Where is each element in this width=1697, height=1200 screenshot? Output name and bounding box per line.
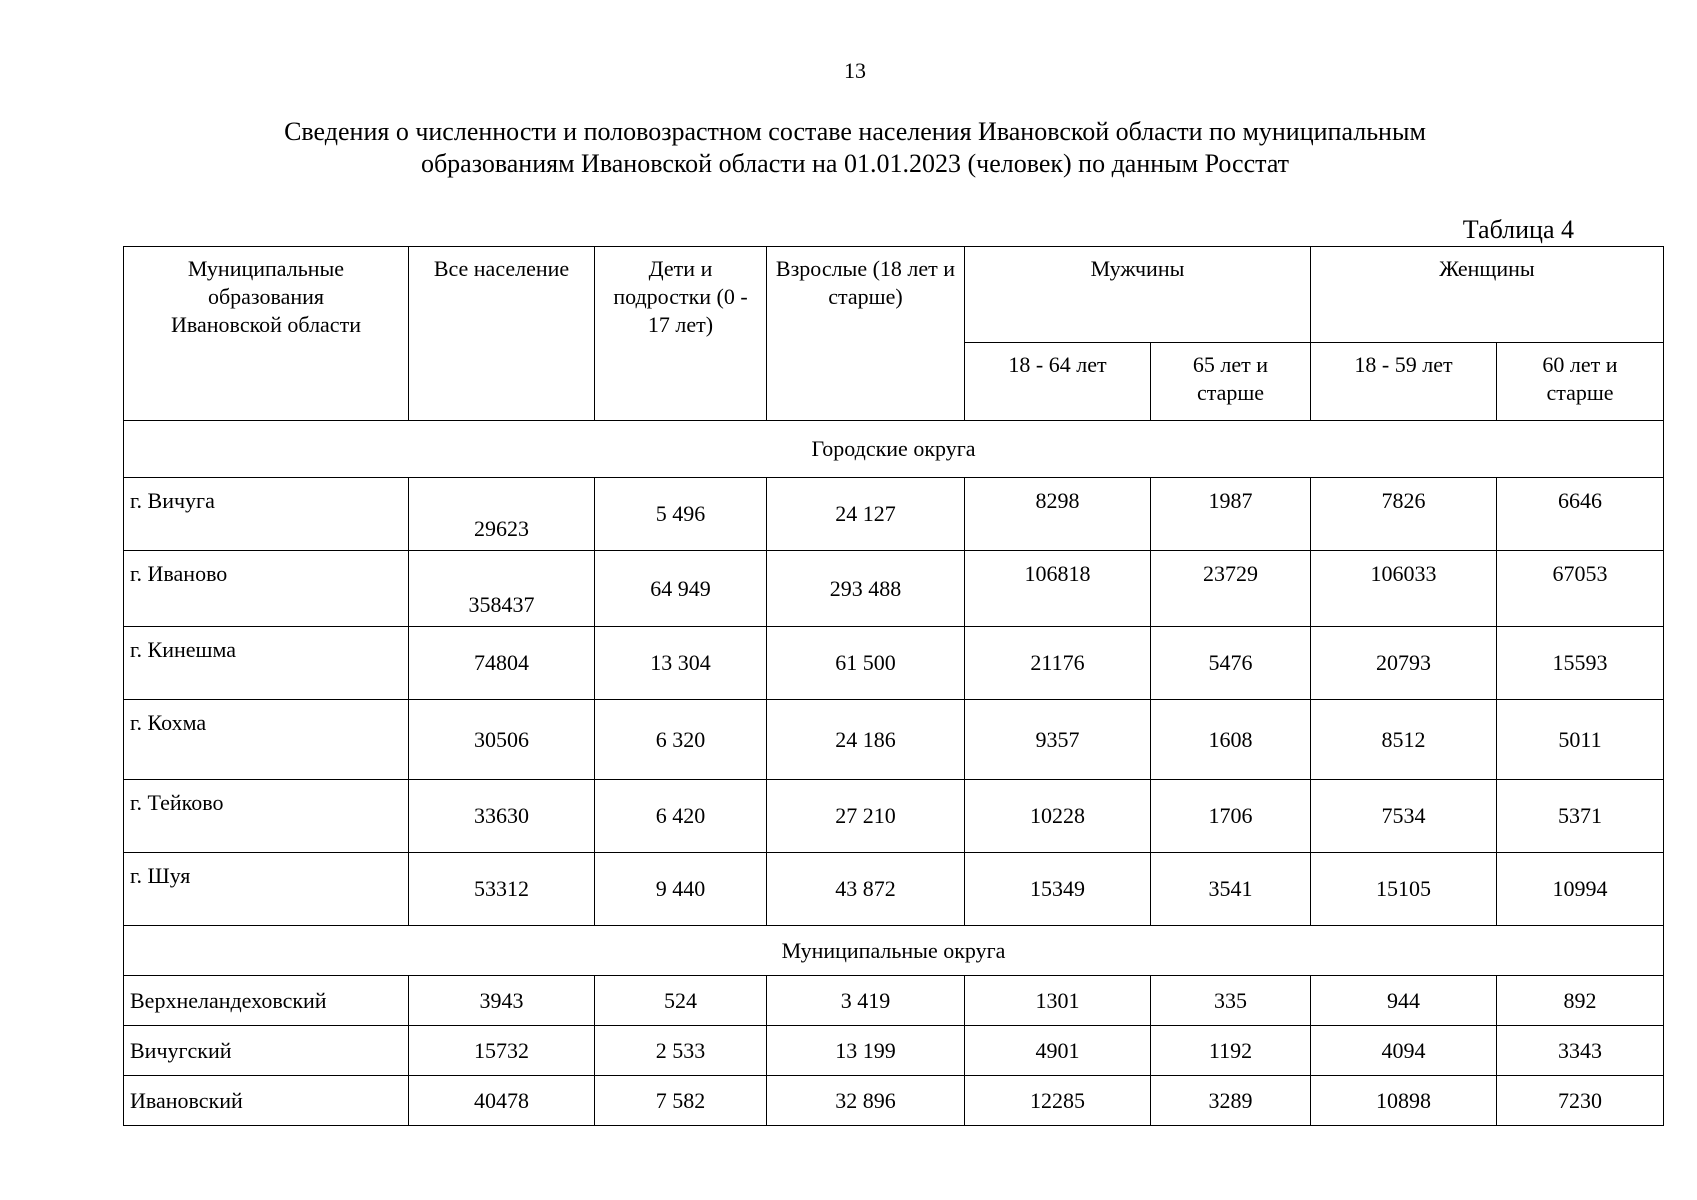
row-name: г. Шуя — [124, 853, 409, 926]
cell-men-18-64: 8298 — [965, 478, 1151, 551]
cell-women-60: 5011 — [1497, 700, 1664, 780]
row-name: г. Тейково — [124, 780, 409, 853]
population-table — [123, 246, 1664, 1126]
header-municipality: Муниципальные образования Ивановской области — [124, 247, 409, 421]
cell-total: 358437 — [409, 551, 595, 627]
cell-men-65: 1706 — [1151, 780, 1311, 853]
cell-total: 29623 — [409, 478, 595, 551]
row-name: Ивановский — [124, 1076, 409, 1126]
row-name: Верхнеландеховский — [124, 976, 409, 1026]
section-title: Муниципальные округа — [124, 926, 1664, 976]
cell-men-65: 3541 — [1151, 853, 1311, 926]
cell-women-18-59: 8512 — [1311, 700, 1497, 780]
cell-children: 6 320 — [595, 700, 767, 780]
header-men-65: 65 лет и старше — [1151, 343, 1311, 421]
cell-men-65: 3289 — [1151, 1076, 1311, 1126]
section-title: Городские округа — [124, 421, 1664, 478]
cell-children: 9 440 — [595, 853, 767, 926]
row-name: г. Кохма — [124, 700, 409, 780]
header-total: Все население — [409, 247, 595, 421]
cell-women-60: 3343 — [1497, 1026, 1664, 1076]
cell-women-18-59: 106033 — [1311, 551, 1497, 627]
cell-men-65: 5476 — [1151, 627, 1311, 700]
table-row — [124, 853, 1664, 926]
table-row — [124, 976, 1664, 1026]
cell-adults: 61 500 — [767, 627, 965, 700]
cell-adults: 32 896 — [767, 1076, 965, 1126]
cell-women-60: 67053 — [1497, 551, 1664, 627]
cell-women-60: 6646 — [1497, 478, 1664, 551]
cell-women-18-59: 20793 — [1311, 627, 1497, 700]
cell-men-65: 1608 — [1151, 700, 1311, 780]
table-row — [124, 780, 1664, 853]
cell-children: 2 533 — [595, 1026, 767, 1076]
cell-children: 64 949 — [595, 551, 767, 627]
cell-children: 524 — [595, 976, 767, 1026]
cell-men-18-64: 15349 — [965, 853, 1151, 926]
cell-adults: 24 186 — [767, 700, 965, 780]
cell-total: 3943 — [409, 976, 595, 1026]
cell-women-60: 10994 — [1497, 853, 1664, 926]
cell-total: 30506 — [409, 700, 595, 780]
table-row — [124, 627, 1664, 700]
cell-men-18-64: 10228 — [965, 780, 1151, 853]
header-women-60: 60 лет и старше — [1497, 343, 1664, 421]
cell-men-18-64: 4901 — [965, 1026, 1151, 1076]
cell-children: 13 304 — [595, 627, 767, 700]
cell-children: 5 496 — [595, 478, 767, 551]
title-line-1: Сведения о численности и половозрастном составе населения Ивановской области по муниципальным — [284, 117, 1426, 146]
table-label: Таблица 4 — [1462, 215, 1574, 244]
cell-women-60: 7230 — [1497, 1076, 1664, 1126]
cell-men-65: 1987 — [1151, 478, 1311, 551]
cell-men-65: 1192 — [1151, 1026, 1311, 1076]
table-row — [124, 700, 1664, 780]
cell-women-18-59: 15105 — [1311, 853, 1497, 926]
cell-total: 15732 — [409, 1026, 595, 1076]
row-name: г. Иваново — [124, 551, 409, 627]
row-name: Вичугский — [124, 1026, 409, 1076]
cell-total: 74804 — [409, 627, 595, 700]
document-title — [0, 116, 1697, 180]
table-row — [124, 1076, 1664, 1126]
cell-total: 40478 — [409, 1076, 595, 1126]
cell-adults: 293 488 — [767, 551, 965, 627]
cell-women-60: 5371 — [1497, 780, 1664, 853]
header-women-18-59: 18 - 59 лет — [1311, 343, 1497, 421]
cell-women-18-59: 7534 — [1311, 780, 1497, 853]
cell-women-18-59: 10898 — [1311, 1076, 1497, 1126]
header-men: Мужчины — [965, 247, 1311, 343]
cell-adults: 24 127 — [767, 478, 965, 551]
cell-women-18-59: 944 — [1311, 976, 1497, 1026]
header-women: Женщины — [1311, 247, 1664, 343]
cell-men-18-64: 9357 — [965, 700, 1151, 780]
cell-men-65: 23729 — [1151, 551, 1311, 627]
header-children: Дети и подростки (0 - 17 лет) — [595, 247, 767, 421]
row-name: г. Вичуга — [124, 478, 409, 551]
cell-men-18-64: 21176 — [965, 627, 1151, 700]
table-row — [124, 478, 1664, 551]
cell-adults: 27 210 — [767, 780, 965, 853]
cell-adults: 3 419 — [767, 976, 965, 1026]
cell-women-60: 15593 — [1497, 627, 1664, 700]
cell-women-18-59: 4094 — [1311, 1026, 1497, 1076]
header-adults: Взрослые (18 лет и старше) — [767, 247, 965, 421]
page-number: 13 — [844, 58, 866, 83]
cell-men-18-64: 1301 — [965, 976, 1151, 1026]
cell-adults: 13 199 — [767, 1026, 965, 1076]
cell-men-18-64: 106818 — [965, 551, 1151, 627]
title-line-2: образованиям Ивановской области на 01.01.2023 (человек) по данным Росстат — [420, 149, 1290, 178]
cell-adults: 43 872 — [767, 853, 965, 926]
header-men-18-64: 18 - 64 лет — [965, 343, 1151, 421]
cell-women-18-59: 7826 — [1311, 478, 1497, 551]
cell-men-65: 335 — [1151, 976, 1311, 1026]
cell-children: 6 420 — [595, 780, 767, 853]
cell-men-18-64: 12285 — [965, 1076, 1151, 1126]
cell-total: 53312 — [409, 853, 595, 926]
row-name: г. Кинешма — [124, 627, 409, 700]
table-row — [124, 1026, 1664, 1076]
cell-total: 33630 — [409, 780, 595, 853]
cell-children: 7 582 — [595, 1076, 767, 1126]
cell-women-60: 892 — [1497, 976, 1664, 1026]
table-row — [124, 551, 1664, 627]
